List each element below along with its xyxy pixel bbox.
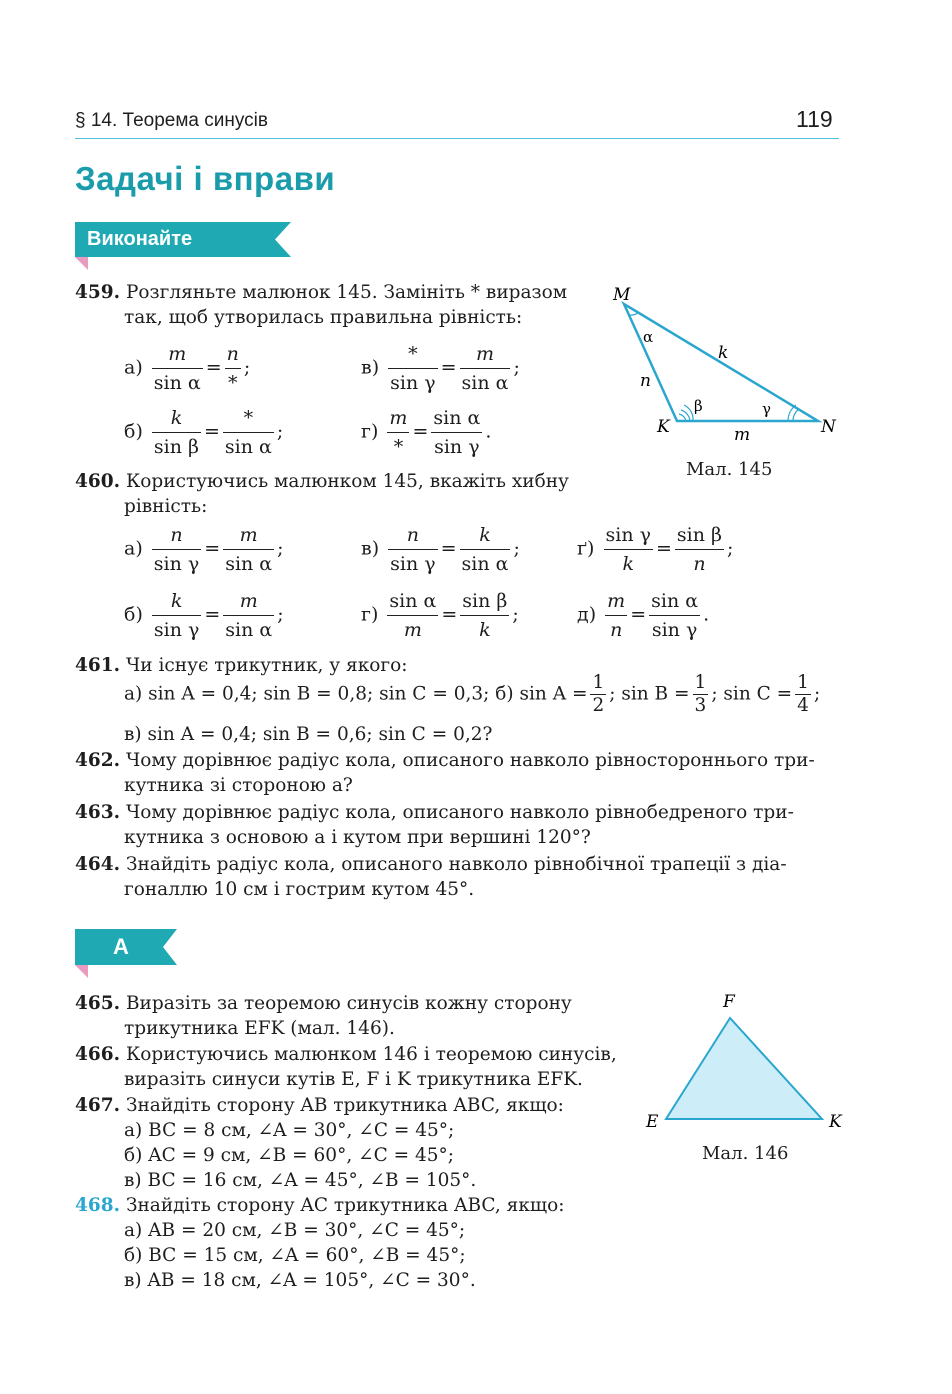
- problem-462-line1: 462. Чому дорівнює радіус кола, описаного навколо рівностороннього три-: [75, 750, 815, 771]
- problem-467-v: в) BC = 16 см, ∠A = 45°, ∠B = 105°.: [124, 1170, 477, 1191]
- header-divider: [75, 138, 839, 139]
- problem-468-v: в) AB = 18 см, ∠A = 105°, ∠C = 30°.: [124, 1270, 476, 1291]
- figure-146-caption: Мал. 146: [702, 1143, 789, 1164]
- eq-460-g: г) $\frac{\text{sin α}}{m}$ = $\frac{\text{sin β}}{k}$ ;: [361, 587, 519, 644]
- eq-459-g: г) $\frac{m}{*}$ = $\frac{\text{sin α}}{\text{sin γ}}$ .: [361, 404, 491, 461]
- banner-a-label: А: [113, 934, 129, 959]
- problem-463-line2: кутника з основою a і кутом при вершині 120°?: [124, 827, 591, 848]
- banner-oral-corner: [75, 257, 88, 270]
- option-label: в): [361, 356, 380, 379]
- figure-146: [640, 990, 870, 1130]
- option-label: а): [124, 356, 143, 379]
- problem-460-line1: [75, 469, 569, 494]
- label-m: m: [734, 425, 751, 440]
- label-alpha: α: [643, 328, 654, 346]
- option-label: г): [361, 420, 379, 443]
- banner-a-corner: [75, 965, 88, 978]
- label-K: K: [829, 1112, 842, 1130]
- label-N: N: [821, 417, 836, 437]
- problem-466-line2: виразіть синуси кутів E, F і K трикутника EFK.: [124, 1069, 583, 1090]
- eq-460-d: д) $\frac{m}{n}$ = $\frac{\text{sin α}}{\text{sin γ}}$ .: [577, 587, 709, 644]
- label-gamma: γ: [762, 400, 771, 418]
- label-E: E: [646, 1112, 659, 1130]
- label-beta: β: [694, 397, 703, 415]
- eq-459-v: в) $\frac{*}{\text{sin γ}}$ = $\frac{m}{\text{sin α}}$ ;: [361, 340, 520, 397]
- problem-465-line2: трикутника EFK (мал. 146).: [124, 1018, 395, 1039]
- problem-466-line1: 466. Користуючись малюнком 146 і теоремою синусів,: [75, 1044, 617, 1065]
- figure-145-caption: Мал. 145: [686, 459, 773, 480]
- problem-461-ab: а) sin A = 0,4; sin B = 0,8; sin C = 0,3; б) sin A = $\frac{1}{2}$ ; sin B = $\frac{1}{3}$ ; sin C = $\frac{1}{4}$ ;: [124, 672, 821, 716]
- problem-text: Розгляньте малюнок 145. Замініть * виразом: [125, 282, 568, 303]
- problem-467-line1: 467. Знайдіть сторону AB трикутника ABC, якщо:: [75, 1095, 564, 1116]
- problem-463-line1: 463. Чому дорівнює радіус кола, описаного навколо рівнобедреного три-: [75, 802, 794, 823]
- label-M: M: [613, 285, 631, 305]
- figure-145: [610, 280, 850, 440]
- problem-464-line1: 464. Знайдіть радіус кола, описаного навколо рівнобічної трапеції з діа-: [75, 854, 787, 875]
- eq-459-a: а) $\frac{m}{\text{sin α}}$ = $\frac{n}{*}$ ;: [124, 340, 250, 397]
- label-k: k: [718, 343, 729, 363]
- problem-number: 459.: [75, 282, 121, 303]
- option-label: б): [124, 420, 143, 443]
- eq-460-a: а) $\frac{n}{\text{sin γ}}$ = $\frac{m}{\text{sin α}}$ ;: [124, 521, 284, 578]
- problem-467-b: б) AC = 9 см, ∠B = 60°, ∠C = 45°;: [124, 1145, 455, 1166]
- problem-468-line1: 468. Знайдіть сторону AC трикутника ABC, якщо:: [75, 1195, 565, 1216]
- problem-460-line2: рівність:: [124, 496, 208, 517]
- eq-460-v: в) $\frac{n}{\text{sin γ}}$ = $\frac{k}{\text{sin α}}$ ;: [361, 521, 520, 578]
- problem-461-line1: 461. Чи існує трикутник, у якого:: [75, 655, 408, 676]
- problem-467-a: а) BC = 8 см, ∠A = 30°, ∠C = 45°;: [124, 1120, 455, 1141]
- label-n: n: [640, 371, 651, 391]
- running-header: § 14. Теорема синусів: [75, 110, 268, 131]
- eq-460-b: б) $\frac{k}{\text{sin γ}}$ = $\frac{m}{\text{sin α}}$ ;: [124, 587, 284, 644]
- banner-oral-label: Виконайте усно: [87, 228, 193, 285]
- problem-468-b: б) BC = 15 см, ∠A = 60°, ∠B = 45°;: [124, 1245, 466, 1266]
- problem-459-line1: [75, 280, 567, 305]
- label-K: K: [657, 417, 670, 437]
- problem-number: 460.: [75, 471, 121, 492]
- problem-468-a: а) AB = 20 см, ∠B = 30°, ∠C = 45°;: [124, 1220, 466, 1241]
- problem-462-line2: кутника зі стороною a?: [124, 775, 353, 796]
- eq-459-b: б) $\frac{k}{\text{sin β}}$ = $\frac{*}{\text{sin α}}$ ;: [124, 404, 283, 461]
- problem-461-v: в) sin A = 0,4; sin B = 0,6; sin C = 0,2?: [124, 724, 493, 745]
- eq-460-gg: ґ) $\frac{\text{sin γ}}{k}$ = $\frac{\text{sin β}}{n}$ ;: [577, 521, 733, 578]
- page-number: 119: [796, 106, 833, 132]
- problem-464-line2: гоналлю 10 см і гострим кутом 45°.: [124, 879, 475, 900]
- problem-465-line1: 465. Виразіть за теоремою синусів кожну сторону: [75, 993, 572, 1014]
- label-F: F: [723, 992, 735, 1012]
- page-title: Задачі і вправи: [75, 160, 336, 197]
- problem-text: Користуючись малюнком 145, вкажіть хибну: [125, 471, 569, 492]
- problem-459-line2: так, щоб утворилась правильна рівність:: [124, 307, 523, 328]
